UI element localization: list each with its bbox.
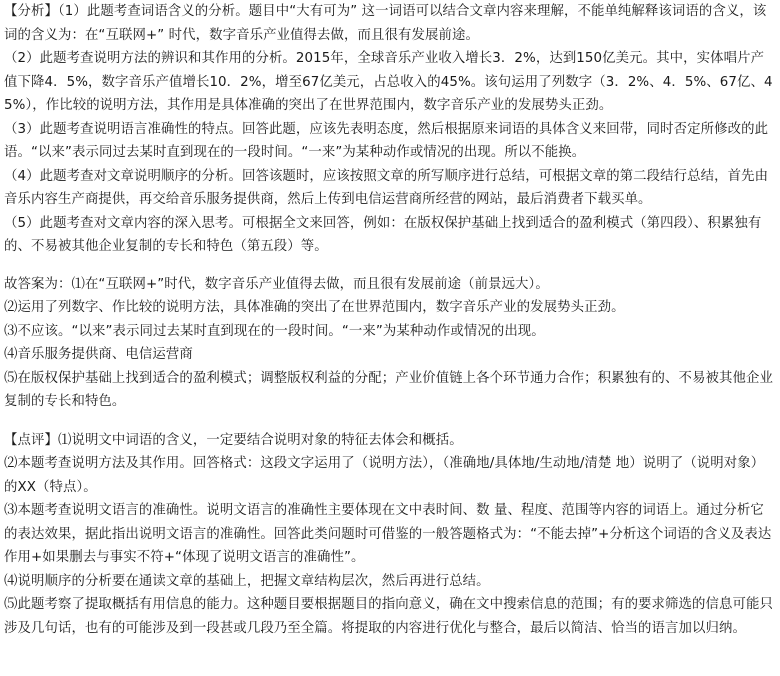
answer-item-2: ⑵运用了列数字、作比较的说明方法，具体准确的突出了在世界范围内，数字音乐产业的发展势头正劲。: [4, 300, 625, 315]
answer-item-4: ⑷音乐服务提供商、电信运营商: [4, 347, 193, 362]
analysis-item-3: （3）此题考查说明语言准确性的特点。回答此题，应该先表明态度，然后根据原来词语的具体含义来回带，同时否定所修改的此语。“以来”表示同过去某时直到现在的一段时间。“一来”为某种动作或情况的出现。所以不能换。: [4, 121, 769, 160]
comment-item-3: ⑶本题考查说明文语言的准确性。说明文语言的准确性主要体现在文中表时间、数 量、程度、范围等内容的词语上。通过分析它的表达效果，据此指出说明文语言的准确性。回答此类问题时可借鉴的一般答题格式为：“不能去掉”+分析这个词语的含义及表达作用+如果删去与事实不符+“体现了说明文语言的准确性”。: [4, 503, 772, 565]
analysis-item-1: 【分析】（1）此题考查词语含义的分析。题目中“大有可为” 这一词语可以结合文章内容来理解，不能单纯解释该词语的含义，该词的含义为：在“互联网+” 时代，数字音乐产业值得去做，而且很有发展前途。: [4, 4, 767, 43]
section-divider: [4, 259, 776, 273]
comment-item-5: ⑸此题考察了提取概括有用信息的能力。这种题目要根据题目的指向意义，确在文中搜索信息的范围；有的要求筛选的信息可能只涉及几句话，也有的可能涉及到一段甚或几段乃至全篇。将提取的内容进行优化与整合，最后以简洁、恰当的语言加以归纳。: [4, 597, 773, 636]
analysis-item-4: （4）此题考查对文章说明顺序的分析。回答该题时，应该按照文章的所写顺序进行总结，可根据文章的第二段结行总结，首先由音乐内容生产商提供，再交给音乐服务提供商，然后上传到电信运营商所经营的网站，最后消费者下载买单。: [4, 168, 769, 207]
comment-item-2: ⑵本题考查说明方法及其作用。回答格式：这段文字运用了（说明方法），（准确地/具体地/生动地/清楚 地）说明了（说明对象）的XX（特点）。: [4, 456, 765, 495]
answer-section: [4, 273, 776, 414]
analysis-item-5: （5）此题考查对文章内容的深入思考。可根据全文来回答，例如：在版权保护基础上找到适合的盈利模式（第四段）、积累独有的、不易被其他企业复制的专长和特色（第五段）等。: [4, 215, 762, 254]
answer-item-3: ⑶不应该。“以来”表示同过去某时直到现在的一段时间。“一来”为某种动作或情况的出现。: [4, 323, 545, 339]
comment-section: [4, 429, 776, 641]
comment-item-1: 【点评】⑴说明文中词语的含义，一定要结合说明对象的特征去体会和概括。: [4, 432, 463, 448]
answer-item-5: ⑸在版权保护基础上找到适合的盈利模式；调整版权利益的分配；产业价值链上各个环节通力合作；积累独有的、不易被其他企业复制的专长和特色。: [4, 370, 773, 409]
comment-item-4: ⑷说明顺序的分析要在通读文章的基础上，把握文章结构层次，然后再进行总结。: [4, 573, 490, 589]
analysis-item-2: （2）此题考查说明方法的辨识和其作用的分析。2015年，全球音乐产业收入增长3．2%，达到150亿美元。其中，实体唱片产值下降4．5%，数字音乐产值增长10．2%，增至67亿美元，占总收入的45%。该句运用了列数字（3．2%、4．5%、67亿、45%），作比较的说明方法，其作用是具体准确的突出了在世界范围内，数字音乐产业的发展势头正劲。: [4, 51, 773, 113]
answer-item-1: 故答案为：⑴在“互联网+”时代，数字音乐产业值得去做，而且很有发展前途（前景远大）。: [4, 276, 549, 292]
analysis-section: [4, 0, 776, 259]
section-divider: [4, 414, 776, 429]
